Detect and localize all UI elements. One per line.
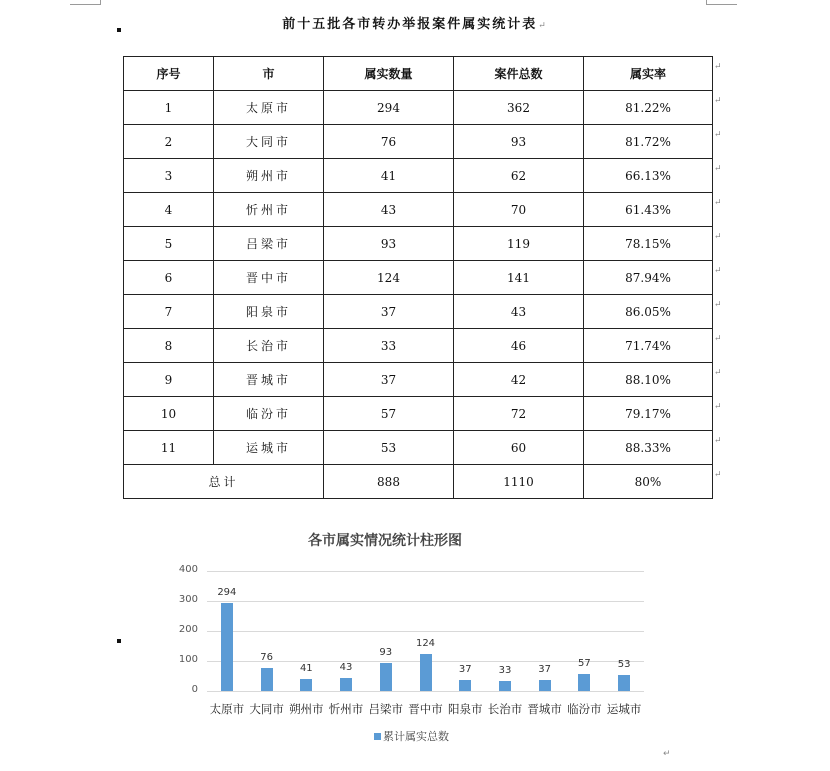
paragraph-mark-icon: ↵ <box>714 470 722 480</box>
table-row <box>124 261 713 295</box>
bar <box>578 674 590 691</box>
bar-value-label: 41 <box>299 662 313 674</box>
row-city: 运城市 <box>214 431 324 465</box>
x-category-label: 晋城市 <box>527 702 562 716</box>
statistics-table <box>123 56 713 499</box>
x-category-label: 临汾市 <box>567 702 602 716</box>
row-city: 长治市 <box>214 329 324 363</box>
row-index: 2 <box>124 125 214 159</box>
total-label: 总计 <box>124 465 324 499</box>
row-total: 70 <box>454 193 584 227</box>
row-verified: 43 <box>324 193 454 227</box>
bar <box>499 681 511 691</box>
row-city: 大同市 <box>214 125 324 159</box>
row-verified: 33 <box>324 329 454 363</box>
row-verified: 76 <box>324 125 454 159</box>
paragraph-mark-icon: ↵ <box>538 21 548 31</box>
paragraph-mark-icon: ↵ <box>714 164 722 174</box>
x-category-label: 运城市 <box>606 702 642 716</box>
row-total: 42 <box>454 363 584 397</box>
paragraph-mark-icon: ↵ <box>714 266 722 276</box>
bar <box>459 680 471 691</box>
bar-value-label: 57 <box>578 657 591 669</box>
gridline <box>207 631 644 632</box>
row-total: 362 <box>454 91 584 125</box>
paragraph-mark-icon: ↵ <box>714 402 722 412</box>
table-row <box>124 91 713 125</box>
row-index: 4 <box>124 193 214 227</box>
bar <box>340 678 352 691</box>
chart-title: 各市属实情况统计柱形图 <box>308 533 462 549</box>
row-total: 60 <box>454 431 584 465</box>
bar <box>300 679 312 691</box>
y-tick-label: 300 <box>178 594 198 605</box>
x-category-label: 大同市 <box>249 702 284 716</box>
bar <box>261 668 273 691</box>
row-verified: 93 <box>324 227 454 261</box>
row-index: 8 <box>124 329 214 363</box>
paragraph-mark-icon: ↵ <box>663 749 671 759</box>
table-header-row <box>124 57 713 91</box>
row-city: 临汾市 <box>214 397 324 431</box>
row-city: 阳泉市 <box>214 295 324 329</box>
table-row <box>124 159 713 193</box>
row-rate: 81.22% <box>584 91 713 125</box>
paragraph-mark-icon: ↵ <box>714 334 722 344</box>
table-row <box>124 193 713 227</box>
row-verified: 124 <box>324 261 454 295</box>
page-margin-corner-left <box>70 0 101 5</box>
header-total: 案件总数 <box>454 57 584 91</box>
row-city: 朔州市 <box>214 159 324 193</box>
row-rate: 88.33% <box>584 431 713 465</box>
bar-value-label: 33 <box>498 665 512 677</box>
page-margin-corner-right <box>706 0 737 5</box>
row-index: 7 <box>124 295 214 329</box>
row-total: 119 <box>454 227 584 261</box>
row-rate: 79.17% <box>584 397 713 431</box>
row-verified: 37 <box>324 363 454 397</box>
bar-chart <box>0 520 830 771</box>
header-verified: 属实数量 <box>324 57 454 91</box>
row-rate: 81.72% <box>584 125 713 159</box>
total-cases: 1110 <box>454 465 584 499</box>
row-verified: 53 <box>324 431 454 465</box>
document-title <box>0 13 830 32</box>
row-rate: 78.15% <box>584 227 713 261</box>
row-city: 晋中市 <box>214 261 324 295</box>
chart-legend <box>374 728 449 744</box>
table-row <box>124 125 713 159</box>
bar-value-label: 93 <box>379 647 393 659</box>
row-index: 9 <box>124 363 214 397</box>
paragraph-mark-icon: ↵ <box>714 368 722 378</box>
row-index: 5 <box>124 227 214 261</box>
row-rate: 87.94% <box>584 261 713 295</box>
paragraph-mark-icon: ↵ <box>714 130 722 140</box>
row-index: 1 <box>124 91 214 125</box>
paragraph-mark-icon: ↵ <box>714 198 722 208</box>
bar <box>380 663 392 691</box>
row-rate: 66.13% <box>584 159 713 193</box>
row-total: 72 <box>454 397 584 431</box>
paragraph-mark-icon: ↵ <box>714 232 722 242</box>
row-end-marks <box>714 56 722 498</box>
y-tick-label: 400 <box>178 564 198 575</box>
bar-value-label: 37 <box>538 663 552 675</box>
table-row <box>124 363 713 397</box>
paragraph-mark-icon: ↵ <box>714 96 722 106</box>
table-row <box>124 431 713 465</box>
x-category-label: 长治市 <box>487 702 523 716</box>
table-row <box>124 227 713 261</box>
x-category-label: 忻州市 <box>328 702 364 716</box>
bar <box>618 675 630 691</box>
y-tick-label: 100 <box>178 654 198 665</box>
table-row <box>124 295 713 329</box>
row-rate: 61.43% <box>584 193 713 227</box>
header-rate: 属实率 <box>584 57 713 91</box>
row-city: 太原市 <box>214 91 324 125</box>
bar-value-label: 53 <box>617 659 631 671</box>
row-rate: 71.74% <box>584 329 713 363</box>
header-city: 市 <box>214 57 324 91</box>
y-tick-label: 200 <box>178 624 198 635</box>
row-index: 3 <box>124 159 214 193</box>
row-total: 62 <box>454 159 584 193</box>
row-total: 43 <box>454 295 584 329</box>
x-category-label: 太原市 <box>209 702 245 716</box>
row-rate: 86.05% <box>584 295 713 329</box>
table-row <box>124 329 713 363</box>
row-index: 6 <box>124 261 214 295</box>
table-total-row <box>124 465 713 499</box>
row-city: 忻州市 <box>214 193 324 227</box>
x-category-label: 阳泉市 <box>447 702 483 716</box>
bar <box>539 680 551 691</box>
total-verified: 888 <box>324 465 454 499</box>
row-verified: 57 <box>324 397 454 431</box>
bar <box>221 603 233 691</box>
bar-value-label: 294 <box>217 586 237 598</box>
y-tick-label: 0 <box>191 684 198 695</box>
bar-value-label: 76 <box>260 652 273 664</box>
row-rate: 88.10% <box>584 363 713 397</box>
paragraph-mark-icon: ↵ <box>714 300 722 310</box>
row-total: 93 <box>454 125 584 159</box>
legend-swatch-icon <box>374 733 381 740</box>
gridline <box>207 601 644 602</box>
table-row <box>124 397 713 431</box>
row-verified: 41 <box>324 159 454 193</box>
bar-value-label: 37 <box>458 663 472 675</box>
row-verified: 294 <box>324 91 454 125</box>
row-index: 11 <box>124 431 214 465</box>
x-category-label: 晋中市 <box>408 702 443 716</box>
x-category-label: 朔州市 <box>289 702 324 716</box>
row-index: 10 <box>124 397 214 431</box>
bar <box>420 654 432 691</box>
document-title-text: 前十五批各市转办举报案件属实统计表 <box>282 17 538 32</box>
row-city: 吕梁市 <box>214 227 324 261</box>
gridline <box>207 571 644 572</box>
x-category-label: 吕梁市 <box>368 702 404 716</box>
row-city: 晋城市 <box>214 363 324 397</box>
header-index: 序号 <box>124 57 214 91</box>
legend-label: 累计属实总数 <box>383 730 449 743</box>
total-rate: 80% <box>584 465 713 499</box>
bar-value-label: 124 <box>415 637 436 649</box>
paragraph-mark-icon: ↵ <box>714 62 722 72</box>
bar-value-label: 43 <box>339 662 353 674</box>
paragraph-mark-icon: ↵ <box>714 436 722 446</box>
row-total: 46 <box>454 329 584 363</box>
row-verified: 37 <box>324 295 454 329</box>
row-total: 141 <box>454 261 584 295</box>
gridline <box>207 691 644 692</box>
